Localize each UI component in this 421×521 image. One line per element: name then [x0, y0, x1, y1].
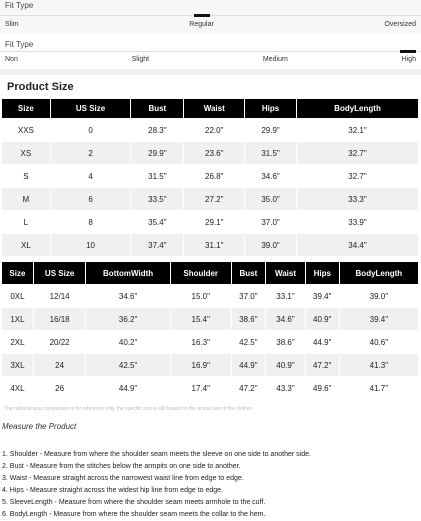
table-cell: 38.6"	[276, 337, 295, 347]
fit-type-title: Fit Type	[5, 1, 34, 10]
table-cell: 17.4"	[191, 383, 210, 393]
table-cell: 26.8"	[205, 171, 224, 181]
fit-label-medium: Medium	[262, 56, 288, 63]
table-cell: 35.4"	[148, 217, 167, 227]
measure-instructions	[2, 449, 421, 521]
instruction-item: 2. Bust - Measure from the stitches below the armpits on one side to another.	[2, 463, 241, 470]
table-cell: 24	[34, 354, 85, 376]
fit-label-non: Non	[5, 56, 18, 63]
table-cell: 44.9"	[118, 383, 138, 393]
table-cell: 32.7"	[297, 142, 418, 164]
column-header: US Size	[51, 99, 131, 118]
table-cell: 32.7"	[348, 171, 367, 181]
table-row	[2, 119, 418, 141]
table-cell: 31.5"	[148, 171, 167, 181]
fit-marker-regular	[194, 14, 210, 17]
table-cell: 33.1"	[276, 291, 295, 301]
table-row	[2, 142, 418, 164]
fit-track	[0, 15, 421, 16]
table-cell: 40.6"	[369, 337, 389, 347]
fit-label-regular: Regular	[189, 21, 214, 28]
table-cell: 2	[51, 142, 131, 164]
table-cell: 39.0"	[245, 234, 296, 256]
table-row	[2, 188, 418, 210]
table-cell: 3XL	[2, 354, 33, 376]
table-cell: 39.4"	[313, 291, 332, 301]
column-header: Bust	[131, 99, 183, 118]
column-header: BodyLength	[340, 262, 418, 284]
fit-labels	[5, 21, 416, 28]
column-header: Waist	[184, 99, 244, 118]
table-row	[2, 285, 418, 307]
instruction-item: 5. SleeveLength - Measure from where the shoulder seam meets armhole to the cuff.	[2, 499, 266, 506]
table-cell: 23.6"	[184, 142, 244, 164]
table-cell: 1XL	[2, 308, 33, 330]
table-cell: L	[23, 217, 29, 227]
table-cell: 39.4"	[340, 308, 418, 330]
column-header: Hips	[306, 262, 339, 284]
table-row	[2, 354, 418, 376]
table-cell: 49.6"	[313, 383, 332, 393]
table-cell: 29.9"	[131, 142, 183, 164]
table-cell: 4	[88, 171, 93, 181]
fit-marker-high	[400, 50, 416, 53]
table-cell: M	[2, 188, 50, 210]
section-title: Product Size	[7, 81, 74, 93]
column-header: Hips	[245, 99, 296, 118]
instruction-item: 3. Waist - Measure straight across the narrowest waist line from edge to edge.	[2, 475, 244, 482]
instruction-item: 6. BodyLength - Measure from where the shoulder seam meets the collar to the hem.	[2, 511, 266, 518]
table-cell: 40.2"	[118, 337, 138, 347]
fit-type-section-2	[0, 34, 421, 69]
table-cell: 33.5"	[131, 188, 183, 210]
table-cell: 40.9"	[266, 354, 305, 376]
column-header: Size	[2, 262, 33, 284]
table-cell: 22.0"	[205, 125, 224, 135]
table-cell: 37.4"	[131, 234, 183, 256]
table-cell: 0	[88, 125, 93, 135]
fit-track	[0, 51, 421, 52]
fit-type-title: Fit Type	[5, 40, 34, 49]
table-cell: 34.6"	[261, 171, 280, 181]
column-header: BodyLength	[297, 99, 418, 118]
column-header: Shoulder	[171, 262, 231, 284]
section-divider	[0, 69, 421, 75]
size-table-plus	[1, 261, 419, 400]
table-cell: 29.9"	[261, 125, 280, 135]
measure-title: Measure the Product	[2, 422, 77, 431]
table-row	[2, 308, 418, 330]
table-cell: 35.0"	[245, 188, 296, 210]
table-cell: 43.3"	[276, 383, 295, 393]
table-cell: 34.6"	[118, 291, 138, 301]
instruction-item: 1. Shoulder - Measure from where the shoulder seam meets the sleeve on one side to another side.	[2, 451, 311, 458]
table-cell: 33.3"	[297, 188, 418, 210]
table-cell: 41.7"	[369, 383, 389, 393]
column-header: Size	[2, 99, 50, 118]
table-cell: XL	[2, 234, 50, 256]
fit-labels	[5, 56, 416, 63]
table-cell: 41.3"	[340, 354, 418, 376]
fit-label-slight: Slight	[131, 56, 150, 63]
table-cell: 12/14	[49, 291, 70, 301]
table-cell: S	[23, 171, 29, 181]
table-cell: 47.2"	[239, 383, 258, 393]
table-cell: 15.0"	[191, 291, 210, 301]
table-cell: 28.3"	[148, 125, 167, 135]
table-row	[2, 165, 418, 187]
table-cell: XS	[2, 142, 50, 164]
table-cell: 34.6"	[266, 308, 305, 330]
table-cell: 26	[55, 383, 65, 393]
fit-label-slim: Slim	[5, 21, 19, 28]
table-cell: 16.3"	[191, 337, 210, 347]
column-header: Bust	[232, 262, 266, 284]
table-cell: 38.6"	[232, 308, 266, 330]
table-cell: 31.1"	[184, 234, 244, 256]
fit-type-section-1	[0, 0, 421, 34]
fit-label-high: High	[401, 56, 416, 63]
table-cell: 39.0"	[369, 291, 389, 301]
table-cell: 47.2"	[306, 354, 339, 376]
table-cell: 36.2"	[86, 308, 170, 330]
column-header: BottomWidth	[86, 262, 170, 284]
table-cell: 34.4"	[297, 234, 418, 256]
table-row	[2, 331, 418, 353]
table-cell: 16/18	[34, 308, 85, 330]
fit-label-oversized: Oversized	[384, 21, 416, 28]
size-table-standard	[1, 98, 419, 257]
table-cell: 10	[51, 234, 131, 256]
table-cell: 42.5"	[86, 354, 170, 376]
table-cell: 44.9"	[313, 337, 332, 347]
table-cell: 31.5"	[245, 142, 296, 164]
table-row	[2, 211, 418, 233]
table-cell: 29.1"	[205, 217, 224, 227]
table-cell: 6	[51, 188, 131, 210]
table-cell: 20/22	[49, 337, 70, 347]
table-cell: 37.0"	[261, 217, 280, 227]
table-cell: 4XL	[10, 383, 25, 393]
table-cell: 15.4"	[171, 308, 231, 330]
table-cell: 8	[88, 217, 93, 227]
table-row	[2, 234, 418, 256]
table-cell: 32.1"	[348, 125, 367, 135]
instruction-item: 4. Hips - Measure straight across the widest hip line from edge to edge.	[2, 487, 223, 494]
size-note: The national size comparison is for reference only, the specific size is still based on the actual size of the clothes.	[4, 406, 254, 412]
table-cell: 37.0"	[239, 291, 258, 301]
table-cell: 27.2"	[184, 188, 244, 210]
column-header: Waist	[266, 262, 305, 284]
table-row	[2, 377, 418, 399]
table-cell: 2XL	[10, 337, 25, 347]
table-cell: 42.5"	[239, 337, 258, 347]
column-header: US Size	[34, 262, 85, 284]
table-cell: XXS	[17, 125, 34, 135]
table-cell: 0XL	[10, 291, 25, 301]
table-cell: 44.9"	[232, 354, 266, 376]
table-cell: 33.9"	[348, 217, 367, 227]
table-cell: 40.9"	[306, 308, 339, 330]
table-cell: 16.9"	[171, 354, 231, 376]
